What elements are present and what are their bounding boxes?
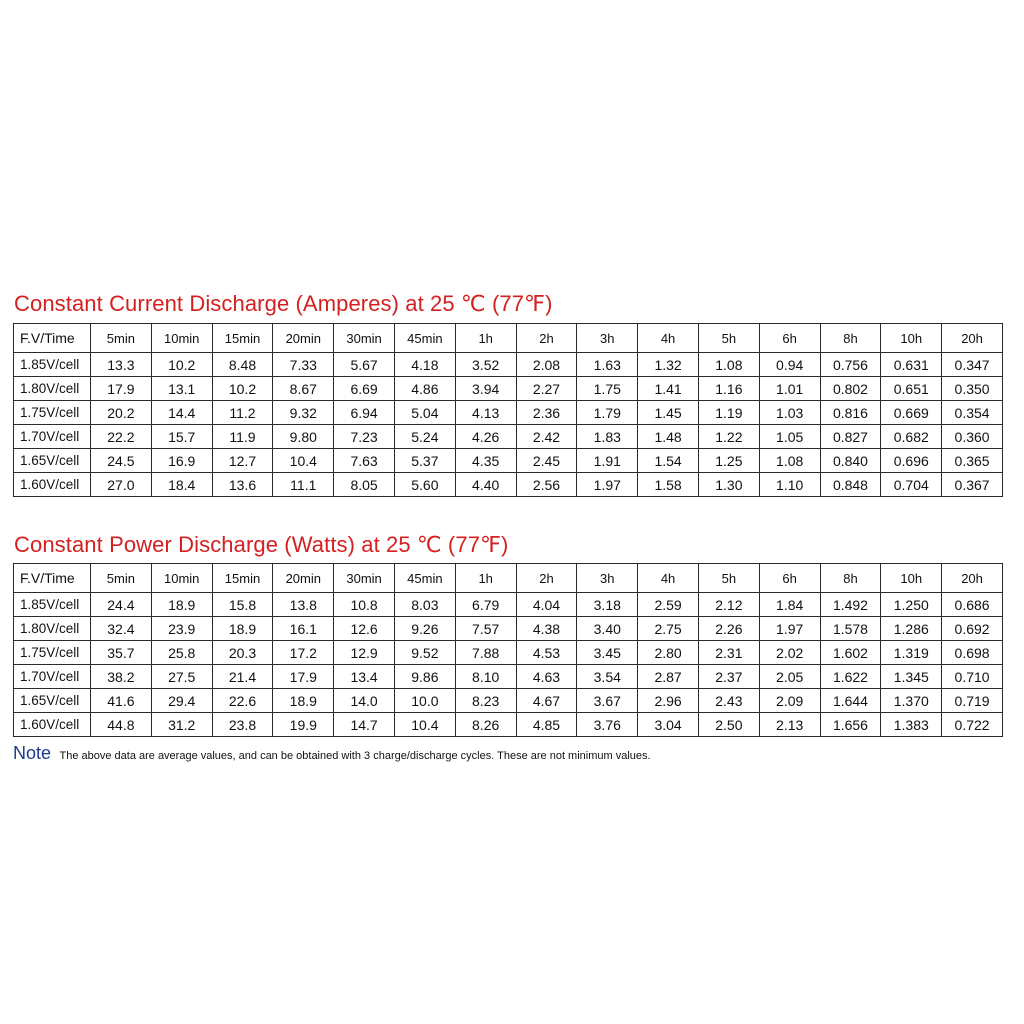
table-cell: 13.8: [273, 593, 334, 617]
row-label: 1.60V/cell: [14, 713, 91, 737]
table-cell: 18.9: [151, 593, 212, 617]
table-cell: 0.94: [759, 353, 820, 377]
table-cell: 8.48: [212, 353, 273, 377]
table-cell: 20.2: [91, 401, 152, 425]
table-cell: 12.9: [334, 641, 395, 665]
note-text: The above data are average values, and can be obtained with 3 charge/discharge cycles. These are not minimum values.: [59, 750, 651, 762]
table-cell: 0.682: [881, 425, 942, 449]
column-header: 20h: [942, 564, 1003, 593]
table-cell: 9.52: [394, 641, 455, 665]
table-cell: 11.9: [212, 425, 273, 449]
column-header: 10min: [151, 324, 212, 353]
table-cell: 8.05: [334, 473, 395, 497]
table-cell: 20.3: [212, 641, 273, 665]
table-cell: 10.8: [334, 593, 395, 617]
table-row: [14, 449, 1003, 473]
table-cell: 0.848: [820, 473, 881, 497]
table-cell: 13.4: [334, 665, 395, 689]
table-cell: 14.0: [334, 689, 395, 713]
table-cell: 1.492: [820, 593, 881, 617]
table-cell: 0.651: [881, 377, 942, 401]
table-cell: 2.27: [516, 377, 577, 401]
table-cell: 1.97: [577, 473, 638, 497]
table-cell: 4.53: [516, 641, 577, 665]
table-cell: 1.30: [698, 473, 759, 497]
table-cell: 1.578: [820, 617, 881, 641]
table-cell: 4.85: [516, 713, 577, 737]
column-header: 6h: [759, 324, 820, 353]
table-cell: 1.622: [820, 665, 881, 689]
column-header: 4h: [638, 324, 699, 353]
table-cell: 10.4: [394, 713, 455, 737]
table-cell: 3.40: [577, 617, 638, 641]
table-cell: 6.94: [334, 401, 395, 425]
header-corner-cell: F.V/Time: [14, 324, 91, 353]
table-cell: 1.84: [759, 593, 820, 617]
column-header: 5h: [698, 564, 759, 593]
table-cell: 0.827: [820, 425, 881, 449]
row-label: 1.70V/cell: [14, 425, 91, 449]
table-cell: 16.1: [273, 617, 334, 641]
table-cell: 1.383: [881, 713, 942, 737]
row-label: 1.85V/cell: [14, 593, 91, 617]
table-cell: 17.9: [91, 377, 152, 401]
table-cell: 41.6: [91, 689, 152, 713]
table-cell: 15.7: [151, 425, 212, 449]
table-cell: 0.631: [881, 353, 942, 377]
table-cell: 4.67: [516, 689, 577, 713]
table-cell: 15.8: [212, 593, 273, 617]
table-cell: 0.698: [942, 641, 1003, 665]
table-cell: 1.19: [698, 401, 759, 425]
column-header: 8h: [820, 564, 881, 593]
table-cell: 22.6: [212, 689, 273, 713]
table-cell: 2.37: [698, 665, 759, 689]
table-cell: 0.686: [942, 593, 1003, 617]
table-cell: 2.42: [516, 425, 577, 449]
table-cell: 8.03: [394, 593, 455, 617]
table-cell: 6.69: [334, 377, 395, 401]
table-cell: 8.26: [455, 713, 516, 737]
table-row: [14, 713, 1003, 737]
column-header: 30min: [334, 324, 395, 353]
column-header: 15min: [212, 324, 273, 353]
table-cell: 2.50: [698, 713, 759, 737]
column-header: 6h: [759, 564, 820, 593]
table-cell: 5.04: [394, 401, 455, 425]
table-cell: 2.08: [516, 353, 577, 377]
table-cell: 3.45: [577, 641, 638, 665]
table-cell: 10.0: [394, 689, 455, 713]
table-cell: 1.08: [759, 449, 820, 473]
row-label: 1.80V/cell: [14, 377, 91, 401]
row-label: 1.85V/cell: [14, 353, 91, 377]
table-cell: 10.2: [151, 353, 212, 377]
table-cell: 17.2: [273, 641, 334, 665]
table-cell: 3.18: [577, 593, 638, 617]
table-row: [14, 473, 1003, 497]
table-cell: 0.669: [881, 401, 942, 425]
table-cell: 14.7: [334, 713, 395, 737]
table-cell: 0.756: [820, 353, 881, 377]
table-cell: 5.37: [394, 449, 455, 473]
table-cell: 1.32: [638, 353, 699, 377]
table-cell: 0.347: [942, 353, 1003, 377]
column-header: 20min: [273, 564, 334, 593]
table-cell: 4.63: [516, 665, 577, 689]
column-header: 1h: [455, 324, 516, 353]
row-label: 1.70V/cell: [14, 665, 91, 689]
table-cell: 3.67: [577, 689, 638, 713]
table-cell: 7.88: [455, 641, 516, 665]
column-header: 1h: [455, 564, 516, 593]
column-header: 8h: [820, 324, 881, 353]
table-cell: 0.710: [942, 665, 1003, 689]
column-header: 10h: [881, 324, 942, 353]
table-row: [14, 401, 1003, 425]
table-row: [14, 353, 1003, 377]
column-header: 10h: [881, 564, 942, 593]
note-label: Note: [13, 743, 52, 763]
table-cell: 0.696: [881, 449, 942, 473]
table-cell: 1.75: [577, 377, 638, 401]
table-cell: 1.25: [698, 449, 759, 473]
table-cell: 16.9: [151, 449, 212, 473]
column-header: 5min: [91, 324, 152, 353]
table-cell: 0.354: [942, 401, 1003, 425]
column-header: 4h: [638, 564, 699, 593]
row-label: 1.65V/cell: [14, 689, 91, 713]
table-row: [14, 593, 1003, 617]
table-cell: 0.704: [881, 473, 942, 497]
table-cell: 18.9: [212, 617, 273, 641]
table-cell: 2.80: [638, 641, 699, 665]
column-header: 2h: [516, 324, 577, 353]
table-cell: 1.16: [698, 377, 759, 401]
table-cell: 3.94: [455, 377, 516, 401]
row-label: 1.60V/cell: [14, 473, 91, 497]
table-cell: 27.0: [91, 473, 152, 497]
table-cell: 3.54: [577, 665, 638, 689]
table-cell: 2.43: [698, 689, 759, 713]
table-cell: 11.2: [212, 401, 273, 425]
table-cell: 1.05: [759, 425, 820, 449]
table-cell: 4.86: [394, 377, 455, 401]
table-cell: 1.97: [759, 617, 820, 641]
table-cell: 2.05: [759, 665, 820, 689]
table-cell: 1.91: [577, 449, 638, 473]
current-discharge-table: [13, 323, 1003, 497]
table-cell: 1.250: [881, 593, 942, 617]
table-cell: 1.22: [698, 425, 759, 449]
table-cell: 14.4: [151, 401, 212, 425]
table-cell: 4.13: [455, 401, 516, 425]
table-cell: 3.04: [638, 713, 699, 737]
table-cell: 13.1: [151, 377, 212, 401]
table-cell: 8.10: [455, 665, 516, 689]
table-cell: 8.67: [273, 377, 334, 401]
table-cell: 11.1: [273, 473, 334, 497]
table-cell: 7.33: [273, 353, 334, 377]
table-cell: 29.4: [151, 689, 212, 713]
table-cell: 2.87: [638, 665, 699, 689]
current-discharge-title: Constant Current Discharge (Amperes) at 25 ℃ (77℉): [14, 291, 553, 316]
table-cell: 7.57: [455, 617, 516, 641]
column-header: 3h: [577, 564, 638, 593]
table-cell: 17.9: [273, 665, 334, 689]
table-cell: 2.31: [698, 641, 759, 665]
table-cell: 10.4: [273, 449, 334, 473]
table-cell: 2.02: [759, 641, 820, 665]
table-cell: 5.24: [394, 425, 455, 449]
column-header: 5min: [91, 564, 152, 593]
table-cell: 2.59: [638, 593, 699, 617]
table-header-row: [14, 324, 1003, 353]
table-cell: 2.56: [516, 473, 577, 497]
table-cell: 1.08: [698, 353, 759, 377]
table-cell: 5.60: [394, 473, 455, 497]
table-cell: 38.2: [91, 665, 152, 689]
table-cell: 1.370: [881, 689, 942, 713]
column-header: 2h: [516, 564, 577, 593]
header-corner-cell: F.V/Time: [14, 564, 91, 593]
column-header: 30min: [334, 564, 395, 593]
power-discharge-table: [13, 563, 1003, 737]
table-row: [14, 665, 1003, 689]
table-cell: 1.345: [881, 665, 942, 689]
table-cell: 1.41: [638, 377, 699, 401]
table-row: [14, 425, 1003, 449]
table-cell: 9.86: [394, 665, 455, 689]
table-cell: 32.4: [91, 617, 152, 641]
table-cell: 4.38: [516, 617, 577, 641]
table-cell: 0.722: [942, 713, 1003, 737]
table-cell: 9.32: [273, 401, 334, 425]
table-row: [14, 689, 1003, 713]
table-cell: 3.76: [577, 713, 638, 737]
table-cell: 44.8: [91, 713, 152, 737]
column-header: 10min: [151, 564, 212, 593]
table-cell: 2.36: [516, 401, 577, 425]
column-header: 45min: [394, 564, 455, 593]
table-cell: 0.840: [820, 449, 881, 473]
table-cell: 9.26: [394, 617, 455, 641]
table-cell: 35.7: [91, 641, 152, 665]
table-cell: 0.350: [942, 377, 1003, 401]
row-label: 1.65V/cell: [14, 449, 91, 473]
table-cell: 18.9: [273, 689, 334, 713]
table-cell: 8.23: [455, 689, 516, 713]
table-cell: 1.286: [881, 617, 942, 641]
column-header: 20min: [273, 324, 334, 353]
table-cell: 13.6: [212, 473, 273, 497]
table-cell: 1.58: [638, 473, 699, 497]
table-cell: 5.67: [334, 353, 395, 377]
table-cell: 0.365: [942, 449, 1003, 473]
power-discharge-title: Constant Power Discharge (Watts) at 25 ℃ (77℉): [14, 532, 509, 557]
table-cell: 4.04: [516, 593, 577, 617]
table-cell: 2.26: [698, 617, 759, 641]
table-cell: 25.8: [151, 641, 212, 665]
table-cell: 19.9: [273, 713, 334, 737]
row-label: 1.75V/cell: [14, 401, 91, 425]
table-row: [14, 377, 1003, 401]
table-cell: 2.12: [698, 593, 759, 617]
table-cell: 27.5: [151, 665, 212, 689]
table-cell: 4.35: [455, 449, 516, 473]
table-cell: 7.23: [334, 425, 395, 449]
table-cell: 2.96: [638, 689, 699, 713]
footnote: [13, 743, 651, 764]
table-cell: 2.13: [759, 713, 820, 737]
table-cell: 4.40: [455, 473, 516, 497]
table-cell: 1.10: [759, 473, 820, 497]
table-cell: 1.01: [759, 377, 820, 401]
column-header: 20h: [942, 324, 1003, 353]
row-label: 1.80V/cell: [14, 617, 91, 641]
table-cell: 0.816: [820, 401, 881, 425]
table-cell: 23.9: [151, 617, 212, 641]
table-cell: 1.54: [638, 449, 699, 473]
table-cell: 24.4: [91, 593, 152, 617]
table-cell: 22.2: [91, 425, 152, 449]
table-cell: 1.79: [577, 401, 638, 425]
column-header: 5h: [698, 324, 759, 353]
table-cell: 24.5: [91, 449, 152, 473]
table-cell: 9.80: [273, 425, 334, 449]
table-cell: 18.4: [151, 473, 212, 497]
table-cell: 12.7: [212, 449, 273, 473]
table-cell: 1.656: [820, 713, 881, 737]
table-cell: 2.75: [638, 617, 699, 641]
table-cell: 21.4: [212, 665, 273, 689]
table-header-row: [14, 564, 1003, 593]
table-cell: 1.45: [638, 401, 699, 425]
table-cell: 0.719: [942, 689, 1003, 713]
table-cell: 2.09: [759, 689, 820, 713]
table-cell: 1.602: [820, 641, 881, 665]
table-cell: 6.79: [455, 593, 516, 617]
table-cell: 0.367: [942, 473, 1003, 497]
table-cell: 1.644: [820, 689, 881, 713]
column-header: 45min: [394, 324, 455, 353]
table-cell: 1.48: [638, 425, 699, 449]
column-header: 15min: [212, 564, 273, 593]
table-cell: 0.692: [942, 617, 1003, 641]
column-header: 3h: [577, 324, 638, 353]
table-cell: 23.8: [212, 713, 273, 737]
table-cell: 31.2: [151, 713, 212, 737]
table-cell: 12.6: [334, 617, 395, 641]
table-cell: 1.63: [577, 353, 638, 377]
table-cell: 4.26: [455, 425, 516, 449]
table-cell: 7.63: [334, 449, 395, 473]
table-cell: 0.802: [820, 377, 881, 401]
table-cell: 3.52: [455, 353, 516, 377]
table-cell: 2.45: [516, 449, 577, 473]
table-cell: 13.3: [91, 353, 152, 377]
table-row: [14, 641, 1003, 665]
table-cell: 4.18: [394, 353, 455, 377]
table-cell: 1.83: [577, 425, 638, 449]
table-cell: 0.360: [942, 425, 1003, 449]
row-label: 1.75V/cell: [14, 641, 91, 665]
table-cell: 1.319: [881, 641, 942, 665]
table-cell: 1.03: [759, 401, 820, 425]
table-cell: 10.2: [212, 377, 273, 401]
table-row: [14, 617, 1003, 641]
